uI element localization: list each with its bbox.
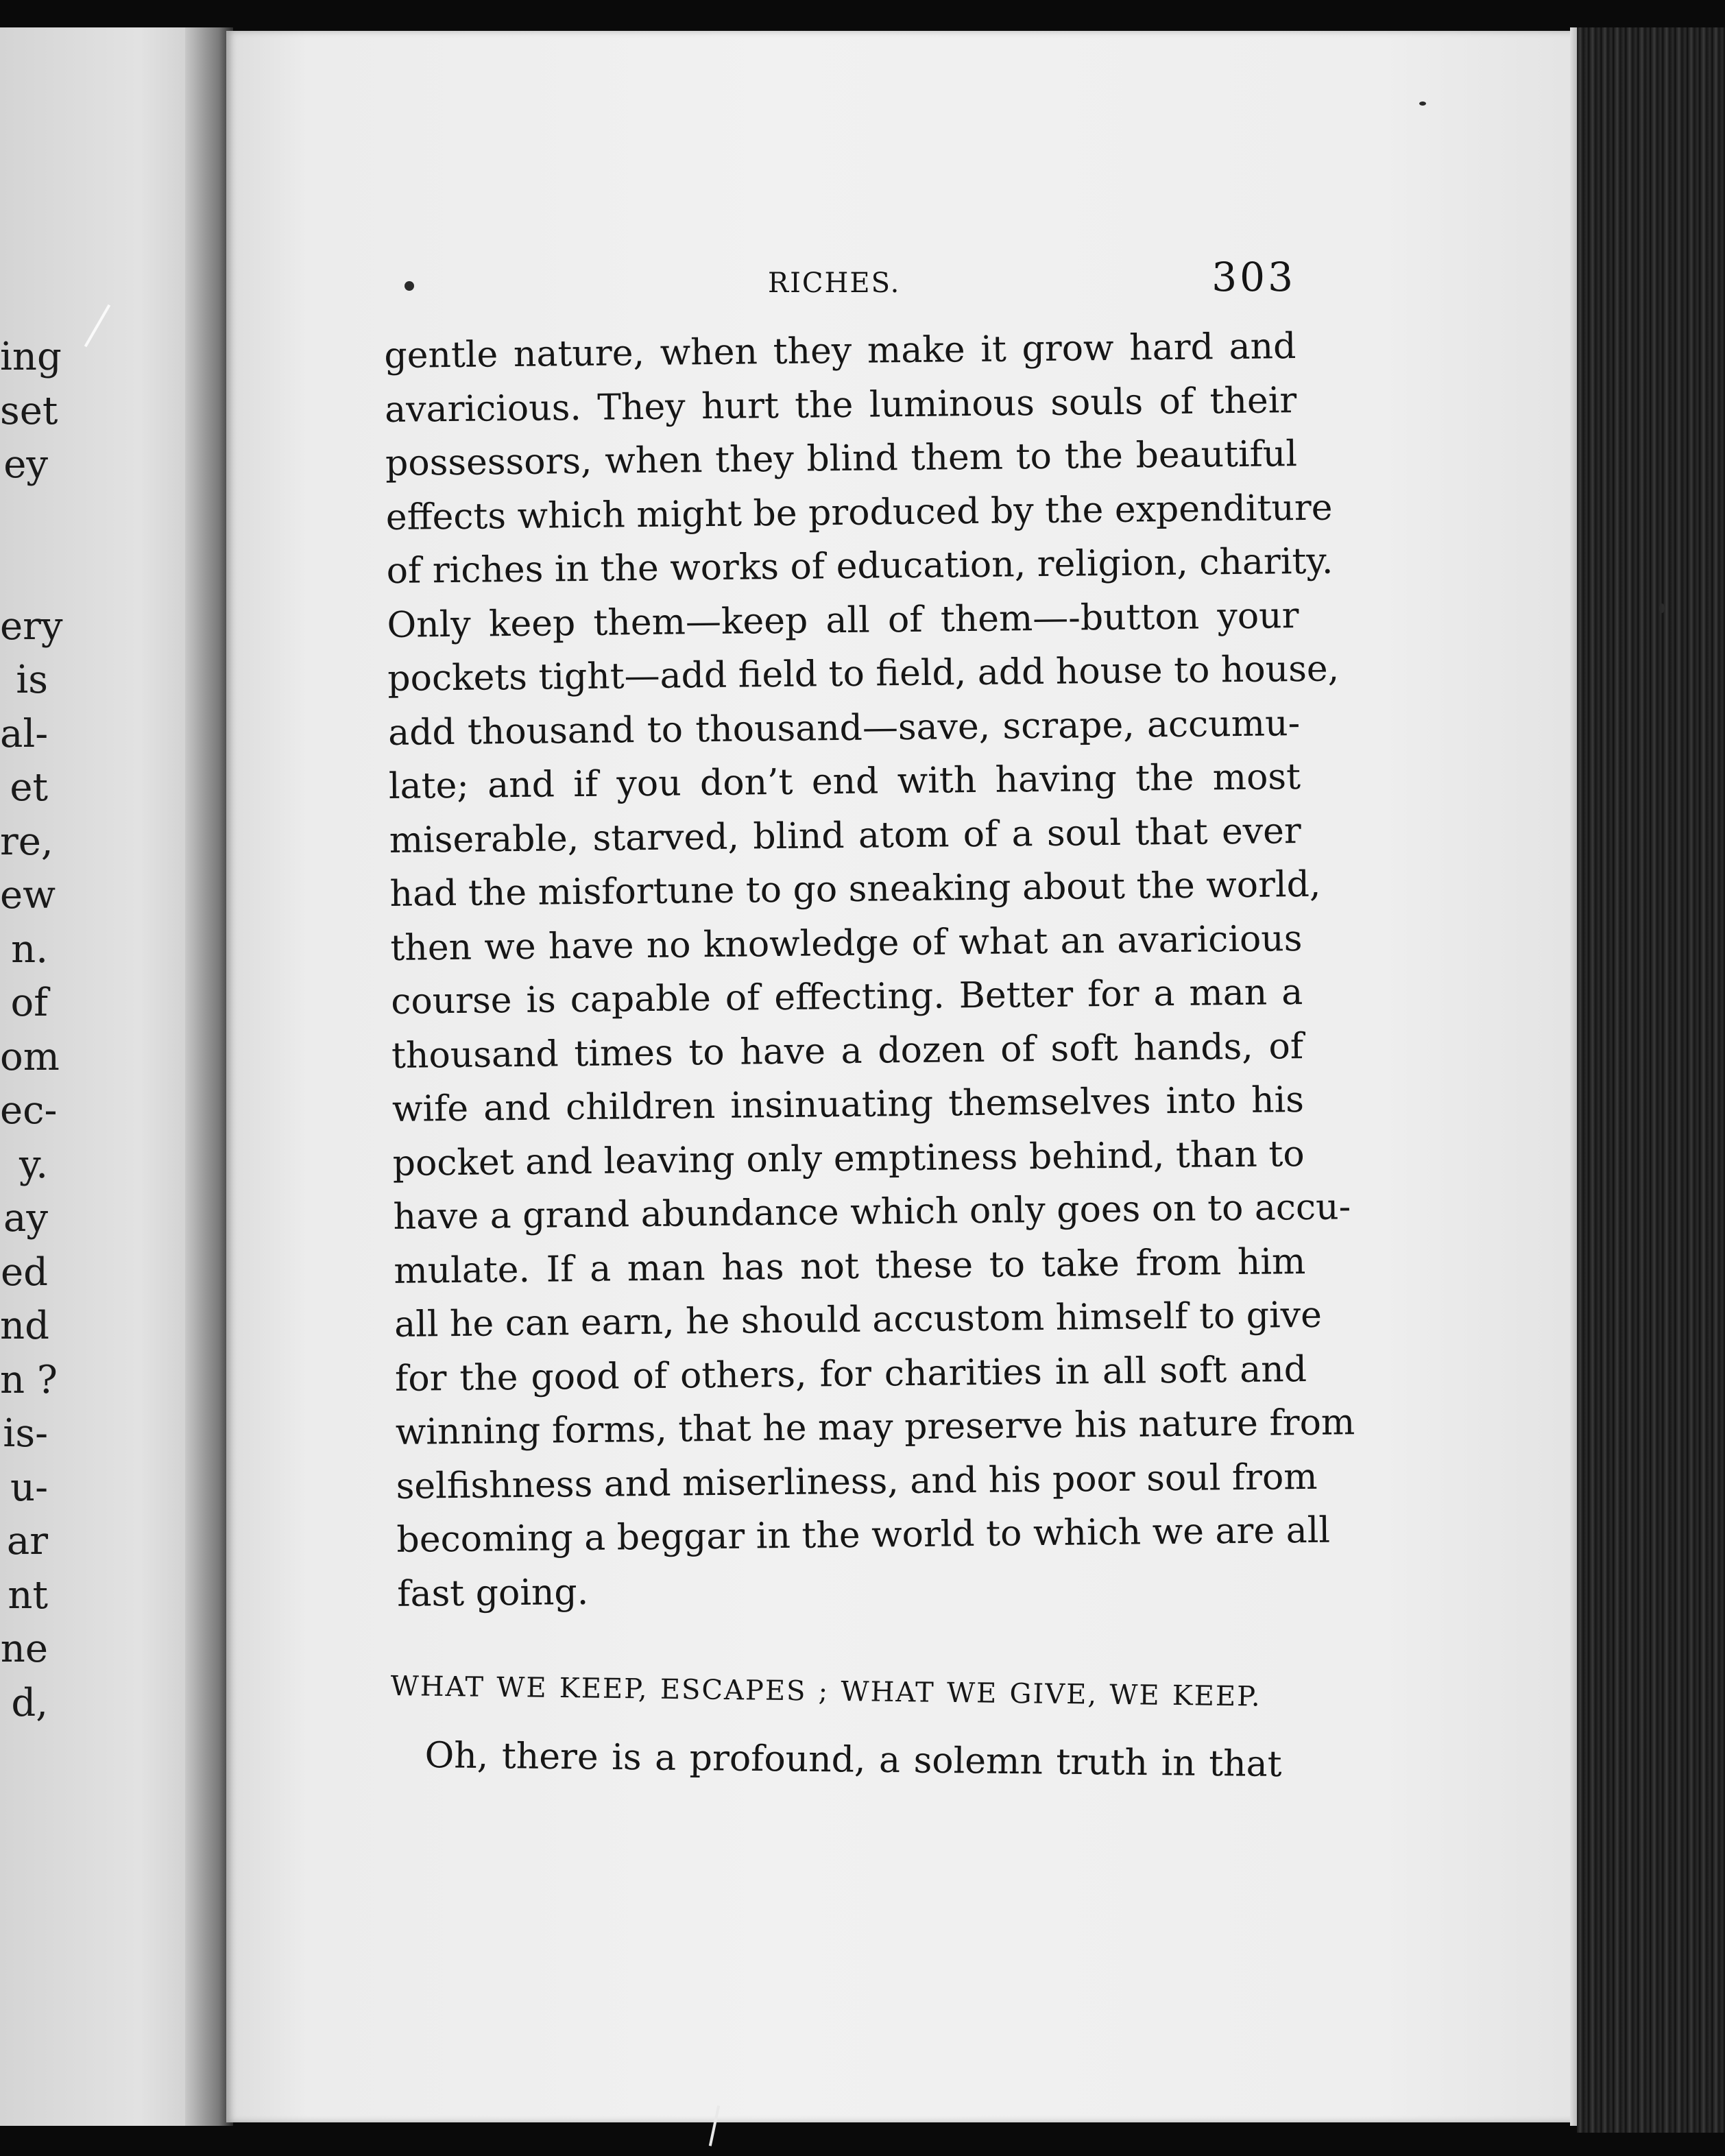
previous-page-fragment: re,: [0, 819, 53, 864]
text-line: fast going.: [397, 1571, 589, 1615]
previous-page-fragment: d,: [11, 1680, 48, 1725]
previous-page-fragment: ing: [0, 335, 62, 379]
page-number: 303: [1211, 254, 1296, 300]
previous-page-fragment: om: [0, 1034, 60, 1079]
previous-page-fragment: [0, 492, 48, 547]
previous-page-fragment: nd: [0, 1304, 49, 1348]
text-line: course is capable of effecting. Better for a man a: [390, 972, 1303, 1022]
running-head: [384, 254, 1296, 315]
body-paragraph: [384, 320, 1355, 1621]
previous-page-fragment: ery: [0, 603, 63, 649]
previous-page-fragment: n.: [11, 926, 48, 972]
previous-page-fragment: u-: [10, 1465, 48, 1510]
text-line: wife and children insinuating themselves into his: [391, 1079, 1305, 1130]
text-line: possessors, when they blind them to the beautiful: [385, 433, 1298, 484]
previous-page-fragment: al-: [0, 711, 49, 756]
book-fore-edge: [1577, 27, 1725, 2133]
text-line: of riches in the works of education, religion, charity.: [386, 540, 1334, 592]
previous-page-fragment: et: [10, 765, 48, 810]
previous-page-fragment: set: [0, 388, 58, 433]
previous-page-fragment: [0, 546, 48, 600]
scan-speck: [1659, 603, 1665, 613]
previous-page-fragment: is-: [3, 1411, 48, 1456]
text-line: pockets tight—add field to field, add house to house,: [387, 648, 1340, 699]
text-line: all he can earn, he should accustom himself to give: [394, 1294, 1323, 1345]
previous-page-fragment: y.: [19, 1142, 48, 1187]
text-line: becoming a beggar in the world to which we are all: [396, 1509, 1331, 1561]
text-line: avaricious. They hurt the luminous souls of their: [384, 379, 1297, 431]
text-line: thousand times to have a dozen of soft hands, of: [391, 1025, 1304, 1077]
previous-page-fragment: of: [10, 981, 48, 1025]
section-heading: WHAT WE KEEP, ESCAPES ; WHAT WE GIVE, WE KEEP.: [390, 1670, 1262, 1713]
previous-page-fragment: ar: [6, 1519, 48, 1564]
previous-page-fragment: nt: [8, 1572, 48, 1618]
text-line: effects which might be produced by the expenditure: [385, 487, 1333, 538]
text-line: selfishness and miserliness, and his poor soul from: [396, 1456, 1318, 1507]
previous-page-fragment: ew: [0, 873, 56, 918]
next-paragraph-first-line: Oh, there is a profound, a solemn truth in that: [424, 1735, 1282, 1786]
text-line: had the misfortune to go sneaking about the world,: [389, 863, 1321, 915]
scan-speck: [405, 281, 414, 291]
previous-page-fragment: ay: [3, 1196, 48, 1241]
text-line: add thousand to thousand—save, scrape, accumu-: [387, 702, 1301, 754]
running-title: RICHES.: [768, 267, 901, 299]
text-line: late; and if you don’t end with having the most: [388, 756, 1301, 807]
previous-page-fragment: ey: [3, 442, 48, 487]
previous-page-fragment: n ?: [0, 1357, 58, 1402]
previous-page-fragment: ne: [0, 1627, 48, 1671]
text-line: have a grand abundance which only goes on to accu-: [393, 1186, 1351, 1238]
scan-speck: [1419, 101, 1426, 106]
text-line: miserable, starved, blind atom of a soul that ever: [389, 810, 1302, 861]
text-line: then we have no knowledge of what an avaricious: [390, 918, 1303, 969]
text-line: mulate. If a man has not these to take from him: [394, 1241, 1306, 1292]
previous-page-fragment: ec-: [0, 1088, 58, 1133]
previous-page-fragment: is: [16, 658, 48, 702]
text-line: Only keep them—keep all of them—-button your: [387, 595, 1299, 646]
text-line: winning forms, that he may preserve his nature from: [395, 1402, 1355, 1453]
text-line: gentle nature, when they make it grow hard and: [384, 326, 1296, 376]
previous-page-text-fragments: [0, 331, 63, 1730]
text-line: pocket and leaving only emptiness behind, than to: [392, 1133, 1305, 1184]
previous-page-fragment: ed: [1, 1249, 48, 1295]
text-line: for the good of others, for charities in all soft and: [394, 1348, 1307, 1400]
